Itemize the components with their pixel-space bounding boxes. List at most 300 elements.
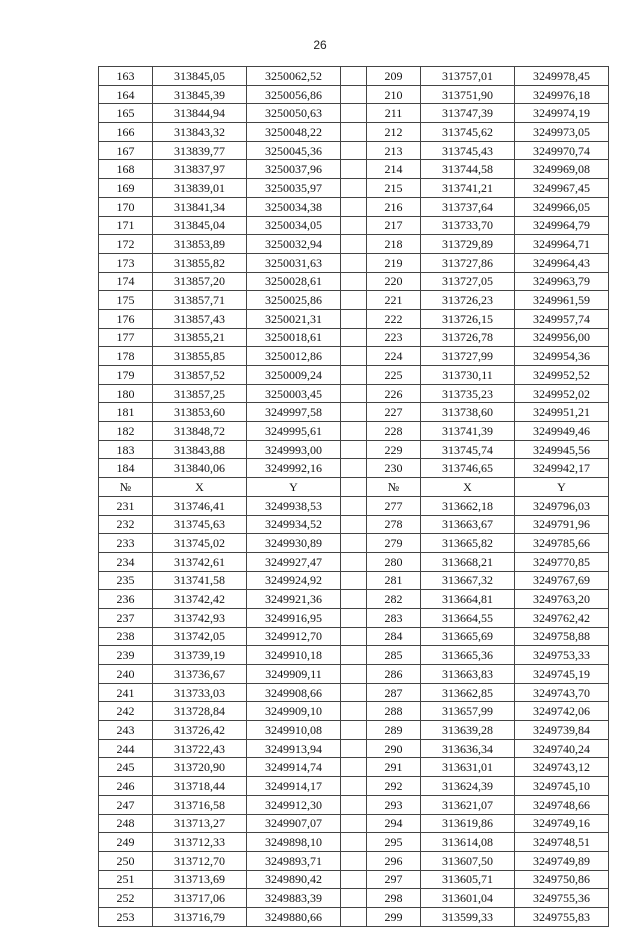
y-coordinate-cell: 3249898,10 bbox=[247, 833, 341, 852]
point-number-cell: 175 bbox=[99, 291, 153, 310]
y-coordinate-cell: 3250032,94 bbox=[247, 235, 341, 254]
y-coordinate-cell: 3249993,00 bbox=[247, 440, 341, 459]
table-row bbox=[99, 590, 609, 609]
x-coordinate-cell: 313614,08 bbox=[421, 833, 515, 852]
table-row bbox=[99, 179, 609, 198]
point-number-cell: 177 bbox=[99, 328, 153, 347]
point-number-cell: 179 bbox=[99, 366, 153, 385]
y-coordinate-cell: 3249966,05 bbox=[515, 197, 609, 216]
table-row bbox=[99, 571, 609, 590]
y-coordinate-cell: 3250028,61 bbox=[247, 272, 341, 291]
x-coordinate-cell: 313664,55 bbox=[421, 608, 515, 627]
y-coordinate-cell: 3249767,69 bbox=[515, 571, 609, 590]
x-coordinate-cell: 313840,06 bbox=[153, 459, 247, 478]
y-coordinate-cell: 3249908,66 bbox=[247, 683, 341, 702]
table-row bbox=[99, 608, 609, 627]
x-coordinate-cell: 313745,63 bbox=[153, 515, 247, 534]
point-number-cell: 248 bbox=[99, 814, 153, 833]
table-row bbox=[99, 627, 609, 646]
point-number-cell: 287 bbox=[367, 683, 421, 702]
point-number-cell: 224 bbox=[367, 347, 421, 366]
point-number-cell: 174 bbox=[99, 272, 153, 291]
x-coordinate-cell: 313848,72 bbox=[153, 422, 247, 441]
y-coordinate-cell: 3249883,39 bbox=[247, 889, 341, 908]
table-row bbox=[99, 123, 609, 142]
spacer-cell bbox=[341, 777, 367, 796]
x-coordinate-cell: 313624,39 bbox=[421, 777, 515, 796]
spacer-cell bbox=[341, 627, 367, 646]
point-number-cell: 168 bbox=[99, 160, 153, 179]
x-coordinate-cell: 313741,21 bbox=[421, 179, 515, 198]
point-number-cell: 230 bbox=[367, 459, 421, 478]
point-number-cell: 167 bbox=[99, 141, 153, 160]
point-number-cell: 253 bbox=[99, 907, 153, 926]
table-row bbox=[99, 721, 609, 740]
y-coordinate-cell: 3249893,71 bbox=[247, 851, 341, 870]
page-number: 26 bbox=[313, 38, 327, 52]
spacer-cell bbox=[341, 235, 367, 254]
x-coordinate-cell: 313839,77 bbox=[153, 141, 247, 160]
point-number-cell: 288 bbox=[367, 702, 421, 721]
x-coordinate-cell: 313717,06 bbox=[153, 889, 247, 908]
spacer-cell bbox=[341, 608, 367, 627]
x-coordinate-cell: 313853,89 bbox=[153, 235, 247, 254]
table-row bbox=[99, 366, 609, 385]
x-coordinate-cell: 313855,21 bbox=[153, 328, 247, 347]
point-number-cell: 169 bbox=[99, 179, 153, 198]
y-coordinate-cell: 3249796,03 bbox=[515, 496, 609, 515]
x-coordinate-cell: 313607,50 bbox=[421, 851, 515, 870]
point-number-cell: 247 bbox=[99, 795, 153, 814]
x-coordinate-cell: 313746,41 bbox=[153, 496, 247, 515]
spacer-cell bbox=[341, 179, 367, 198]
y-coordinate-cell: 3249914,17 bbox=[247, 777, 341, 796]
y-coordinate-cell: 3249755,36 bbox=[515, 889, 609, 908]
spacer-cell bbox=[341, 646, 367, 665]
x-coordinate-cell: 313741,39 bbox=[421, 422, 515, 441]
point-number-cell: 171 bbox=[99, 216, 153, 235]
x-coordinate-cell: 313742,93 bbox=[153, 608, 247, 627]
x-coordinate-cell: 313742,61 bbox=[153, 552, 247, 571]
y-coordinate-cell: 3249969,08 bbox=[515, 160, 609, 179]
table-row bbox=[99, 85, 609, 104]
x-coordinate-cell: 313745,62 bbox=[421, 123, 515, 142]
table-row bbox=[99, 459, 609, 478]
y-coordinate-cell: 3249910,18 bbox=[247, 646, 341, 665]
x-coordinate-cell: 313857,43 bbox=[153, 309, 247, 328]
y-coordinate-cell: 3250037,96 bbox=[247, 160, 341, 179]
x-coordinate-cell: 313845,05 bbox=[153, 67, 247, 86]
table-row bbox=[99, 440, 609, 459]
point-number-cell: 284 bbox=[367, 627, 421, 646]
x-coordinate-cell: 313601,04 bbox=[421, 889, 515, 908]
point-number-cell: 277 bbox=[367, 496, 421, 515]
table-row bbox=[99, 403, 609, 422]
spacer-cell bbox=[341, 739, 367, 758]
y-coordinate-cell: 3249910,08 bbox=[247, 721, 341, 740]
x-coordinate-cell: 313745,02 bbox=[153, 534, 247, 553]
point-number-cell: 226 bbox=[367, 384, 421, 403]
point-number-cell: 290 bbox=[367, 739, 421, 758]
y-coordinate-cell: 3249951,21 bbox=[515, 403, 609, 422]
spacer-cell bbox=[341, 702, 367, 721]
x-coordinate-cell: 313727,05 bbox=[421, 272, 515, 291]
x-coordinate-cell: 313665,69 bbox=[421, 627, 515, 646]
table-row bbox=[99, 67, 609, 86]
y-coordinate-cell: 3250009,24 bbox=[247, 366, 341, 385]
x-coordinate-cell: 313605,71 bbox=[421, 870, 515, 889]
point-number-cell: 209 bbox=[367, 67, 421, 86]
spacer-cell bbox=[341, 496, 367, 515]
spacer-cell bbox=[341, 534, 367, 553]
x-coordinate-cell: 313857,25 bbox=[153, 384, 247, 403]
point-number-cell: 222 bbox=[367, 309, 421, 328]
y-coordinate-cell: 3249762,42 bbox=[515, 608, 609, 627]
y-coordinate-cell: 3249912,70 bbox=[247, 627, 341, 646]
spacer-cell bbox=[341, 758, 367, 777]
x-coordinate-cell: 313619,86 bbox=[421, 814, 515, 833]
point-number-cell: 223 bbox=[367, 328, 421, 347]
x-coordinate-cell: 313733,03 bbox=[153, 683, 247, 702]
x-coordinate-cell: 313741,58 bbox=[153, 571, 247, 590]
spacer-cell bbox=[341, 590, 367, 609]
spacer-cell bbox=[341, 366, 367, 385]
y-coordinate-cell: 3249745,19 bbox=[515, 665, 609, 684]
y-coordinate-cell: 3249758,88 bbox=[515, 627, 609, 646]
y-coordinate-cell: 3249978,45 bbox=[515, 67, 609, 86]
table-row bbox=[99, 833, 609, 852]
spacer-cell bbox=[341, 309, 367, 328]
table-row bbox=[99, 534, 609, 553]
header-y: Y bbox=[515, 478, 609, 497]
y-coordinate-cell: 3249890,42 bbox=[247, 870, 341, 889]
x-coordinate-cell: 313843,32 bbox=[153, 123, 247, 142]
table-row bbox=[99, 683, 609, 702]
point-number-cell: 218 bbox=[367, 235, 421, 254]
spacer-cell bbox=[341, 440, 367, 459]
y-coordinate-cell: 3250018,61 bbox=[247, 328, 341, 347]
point-number-cell: 210 bbox=[367, 85, 421, 104]
spacer-cell bbox=[341, 552, 367, 571]
point-number-cell: 164 bbox=[99, 85, 153, 104]
x-coordinate-cell: 313843,88 bbox=[153, 440, 247, 459]
x-coordinate-cell: 313639,28 bbox=[421, 721, 515, 740]
point-number-cell: 214 bbox=[367, 160, 421, 179]
point-number-cell: 251 bbox=[99, 870, 153, 889]
y-coordinate-cell: 3249995,61 bbox=[247, 422, 341, 441]
x-coordinate-cell: 313737,64 bbox=[421, 197, 515, 216]
table-row bbox=[99, 216, 609, 235]
y-coordinate-cell: 3250062,52 bbox=[247, 67, 341, 86]
point-number-cell: 297 bbox=[367, 870, 421, 889]
y-coordinate-cell: 3249739,84 bbox=[515, 721, 609, 740]
table-row bbox=[99, 851, 609, 870]
point-number-cell: 246 bbox=[99, 777, 153, 796]
y-coordinate-cell: 3249750,86 bbox=[515, 870, 609, 889]
spacer-cell bbox=[341, 384, 367, 403]
y-coordinate-cell: 3249914,74 bbox=[247, 758, 341, 777]
spacer-cell bbox=[341, 851, 367, 870]
x-coordinate-cell: 313716,58 bbox=[153, 795, 247, 814]
spacer-cell bbox=[341, 422, 367, 441]
x-coordinate-cell: 313844,94 bbox=[153, 104, 247, 123]
x-coordinate-cell: 313738,60 bbox=[421, 403, 515, 422]
y-coordinate-cell: 3249909,11 bbox=[247, 665, 341, 684]
table-row bbox=[99, 814, 609, 833]
point-number-cell: 215 bbox=[367, 179, 421, 198]
y-coordinate-cell: 3249755,83 bbox=[515, 907, 609, 926]
spacer-cell bbox=[341, 272, 367, 291]
point-number-cell: 245 bbox=[99, 758, 153, 777]
x-coordinate-cell: 313747,39 bbox=[421, 104, 515, 123]
table-row bbox=[99, 907, 609, 926]
x-coordinate-cell: 313845,04 bbox=[153, 216, 247, 235]
point-number-cell: 294 bbox=[367, 814, 421, 833]
y-coordinate-cell: 3249763,20 bbox=[515, 590, 609, 609]
point-number-cell: 286 bbox=[367, 665, 421, 684]
point-number-cell: 229 bbox=[367, 440, 421, 459]
y-coordinate-cell: 3249967,45 bbox=[515, 179, 609, 198]
y-coordinate-cell: 3249970,74 bbox=[515, 141, 609, 160]
spacer-cell bbox=[341, 328, 367, 347]
x-coordinate-cell: 313757,01 bbox=[421, 67, 515, 86]
y-coordinate-cell: 3250050,63 bbox=[247, 104, 341, 123]
point-number-cell: 239 bbox=[99, 646, 153, 665]
y-coordinate-cell: 3250035,97 bbox=[247, 179, 341, 198]
y-coordinate-cell: 3250048,22 bbox=[247, 123, 341, 142]
y-coordinate-cell: 3249961,59 bbox=[515, 291, 609, 310]
header-row bbox=[99, 478, 609, 497]
x-coordinate-cell: 313736,67 bbox=[153, 665, 247, 684]
x-coordinate-cell: 313662,18 bbox=[421, 496, 515, 515]
x-coordinate-cell: 313735,23 bbox=[421, 384, 515, 403]
y-coordinate-cell: 3249743,70 bbox=[515, 683, 609, 702]
x-coordinate-cell: 313727,99 bbox=[421, 347, 515, 366]
point-number-cell: 242 bbox=[99, 702, 153, 721]
x-coordinate-cell: 313745,43 bbox=[421, 141, 515, 160]
spacer-cell bbox=[341, 478, 367, 497]
spacer-cell bbox=[341, 347, 367, 366]
x-coordinate-cell: 313746,65 bbox=[421, 459, 515, 478]
table-row bbox=[99, 777, 609, 796]
x-coordinate-cell: 313664,81 bbox=[421, 590, 515, 609]
point-number-cell: 298 bbox=[367, 889, 421, 908]
spacer-cell bbox=[341, 291, 367, 310]
y-coordinate-cell: 3249945,56 bbox=[515, 440, 609, 459]
x-coordinate-cell: 313713,69 bbox=[153, 870, 247, 889]
x-coordinate-cell: 313857,71 bbox=[153, 291, 247, 310]
x-coordinate-cell: 313663,67 bbox=[421, 515, 515, 534]
point-number-cell: 233 bbox=[99, 534, 153, 553]
point-number-cell: 217 bbox=[367, 216, 421, 235]
y-coordinate-cell: 3249912,30 bbox=[247, 795, 341, 814]
x-coordinate-cell: 313855,82 bbox=[153, 253, 247, 272]
y-coordinate-cell: 3250056,86 bbox=[247, 85, 341, 104]
point-number-cell: 243 bbox=[99, 721, 153, 740]
y-coordinate-cell: 3249934,52 bbox=[247, 515, 341, 534]
point-number-cell: 221 bbox=[367, 291, 421, 310]
point-number-cell: 282 bbox=[367, 590, 421, 609]
x-coordinate-cell: 313726,15 bbox=[421, 309, 515, 328]
spacer-cell bbox=[341, 85, 367, 104]
header-num: № bbox=[367, 478, 421, 497]
y-coordinate-cell: 3249964,71 bbox=[515, 235, 609, 254]
point-number-cell: 292 bbox=[367, 777, 421, 796]
point-number-cell: 172 bbox=[99, 235, 153, 254]
x-coordinate-cell: 313712,70 bbox=[153, 851, 247, 870]
table-row bbox=[99, 739, 609, 758]
y-coordinate-cell: 3249740,24 bbox=[515, 739, 609, 758]
spacer-cell bbox=[341, 197, 367, 216]
y-coordinate-cell: 3249921,36 bbox=[247, 590, 341, 609]
x-coordinate-cell: 313857,20 bbox=[153, 272, 247, 291]
spacer-cell bbox=[341, 795, 367, 814]
x-coordinate-cell: 313713,27 bbox=[153, 814, 247, 833]
point-number-cell: 176 bbox=[99, 309, 153, 328]
point-number-cell: 178 bbox=[99, 347, 153, 366]
table-row bbox=[99, 141, 609, 160]
x-coordinate-cell: 313742,05 bbox=[153, 627, 247, 646]
table-row bbox=[99, 515, 609, 534]
y-coordinate-cell: 3249964,79 bbox=[515, 216, 609, 235]
x-coordinate-cell: 313841,34 bbox=[153, 197, 247, 216]
point-number-cell: 249 bbox=[99, 833, 153, 852]
x-coordinate-cell: 313745,74 bbox=[421, 440, 515, 459]
table-row bbox=[99, 665, 609, 684]
point-number-cell: 234 bbox=[99, 552, 153, 571]
spacer-cell bbox=[341, 683, 367, 702]
y-coordinate-cell: 3249957,74 bbox=[515, 309, 609, 328]
x-coordinate-cell: 313855,85 bbox=[153, 347, 247, 366]
table-row bbox=[99, 160, 609, 179]
x-coordinate-cell: 313663,83 bbox=[421, 665, 515, 684]
y-coordinate-cell: 3250045,36 bbox=[247, 141, 341, 160]
point-number-cell: 232 bbox=[99, 515, 153, 534]
y-coordinate-cell: 3249907,07 bbox=[247, 814, 341, 833]
x-coordinate-cell: 313599,33 bbox=[421, 907, 515, 926]
y-coordinate-cell: 3249913,94 bbox=[247, 739, 341, 758]
spacer-cell bbox=[341, 833, 367, 852]
point-number-cell: 241 bbox=[99, 683, 153, 702]
point-number-cell: 163 bbox=[99, 67, 153, 86]
point-number-cell: 235 bbox=[99, 571, 153, 590]
table-row bbox=[99, 702, 609, 721]
x-coordinate-cell: 313722,43 bbox=[153, 739, 247, 758]
x-coordinate-cell: 313657,99 bbox=[421, 702, 515, 721]
x-coordinate-cell: 313631,01 bbox=[421, 758, 515, 777]
point-number-cell: 291 bbox=[367, 758, 421, 777]
table-row bbox=[99, 291, 609, 310]
point-number-cell: 173 bbox=[99, 253, 153, 272]
spacer-cell bbox=[341, 216, 367, 235]
y-coordinate-cell: 3249749,89 bbox=[515, 851, 609, 870]
spacer-cell bbox=[341, 814, 367, 833]
spacer-cell bbox=[341, 104, 367, 123]
y-coordinate-cell: 3249973,05 bbox=[515, 123, 609, 142]
point-number-cell: 281 bbox=[367, 571, 421, 590]
x-coordinate-cell: 313665,82 bbox=[421, 534, 515, 553]
y-coordinate-cell: 3249742,06 bbox=[515, 702, 609, 721]
point-number-cell: 289 bbox=[367, 721, 421, 740]
y-coordinate-cell: 3249997,58 bbox=[247, 403, 341, 422]
y-coordinate-cell: 3249938,53 bbox=[247, 496, 341, 515]
point-number-cell: 238 bbox=[99, 627, 153, 646]
x-coordinate-cell: 313726,78 bbox=[421, 328, 515, 347]
header-x: X bbox=[153, 478, 247, 497]
y-coordinate-cell: 3249952,52 bbox=[515, 366, 609, 385]
point-number-cell: 212 bbox=[367, 123, 421, 142]
spacer-cell bbox=[341, 721, 367, 740]
spacer-cell bbox=[341, 141, 367, 160]
point-number-cell: 220 bbox=[367, 272, 421, 291]
y-coordinate-cell: 3249976,18 bbox=[515, 85, 609, 104]
coordinates-table bbox=[98, 66, 609, 927]
y-coordinate-cell: 3249791,96 bbox=[515, 515, 609, 534]
spacer-cell bbox=[341, 907, 367, 926]
table-row bbox=[99, 870, 609, 889]
x-coordinate-cell: 313729,89 bbox=[421, 235, 515, 254]
y-coordinate-cell: 3249745,10 bbox=[515, 777, 609, 796]
point-number-cell: 240 bbox=[99, 665, 153, 684]
x-coordinate-cell: 313839,01 bbox=[153, 179, 247, 198]
y-coordinate-cell: 3249748,66 bbox=[515, 795, 609, 814]
x-coordinate-cell: 313621,07 bbox=[421, 795, 515, 814]
point-number-cell: 228 bbox=[367, 422, 421, 441]
y-coordinate-cell: 3250031,63 bbox=[247, 253, 341, 272]
y-coordinate-cell: 3250021,31 bbox=[247, 309, 341, 328]
table-row bbox=[99, 309, 609, 328]
y-coordinate-cell: 3249916,95 bbox=[247, 608, 341, 627]
y-coordinate-cell: 3249748,51 bbox=[515, 833, 609, 852]
table-row bbox=[99, 235, 609, 254]
y-coordinate-cell: 3249753,33 bbox=[515, 646, 609, 665]
spacer-cell bbox=[341, 515, 367, 534]
point-number-cell: 231 bbox=[99, 496, 153, 515]
y-coordinate-cell: 3249963,79 bbox=[515, 272, 609, 291]
y-coordinate-cell: 3249749,16 bbox=[515, 814, 609, 833]
point-number-cell: 211 bbox=[367, 104, 421, 123]
x-coordinate-cell: 313662,85 bbox=[421, 683, 515, 702]
y-coordinate-cell: 3249924,92 bbox=[247, 571, 341, 590]
table-row bbox=[99, 758, 609, 777]
x-coordinate-cell: 313636,34 bbox=[421, 739, 515, 758]
spacer-cell bbox=[341, 665, 367, 684]
point-number-cell: 213 bbox=[367, 141, 421, 160]
spacer-cell bbox=[341, 403, 367, 422]
point-number-cell: 237 bbox=[99, 608, 153, 627]
point-number-cell: 299 bbox=[367, 907, 421, 926]
spacer-cell bbox=[341, 459, 367, 478]
point-number-cell: 278 bbox=[367, 515, 421, 534]
x-coordinate-cell: 313726,42 bbox=[153, 721, 247, 740]
spacer-cell bbox=[341, 571, 367, 590]
spacer-cell bbox=[341, 160, 367, 179]
y-coordinate-cell: 3250025,86 bbox=[247, 291, 341, 310]
table-row bbox=[99, 496, 609, 515]
y-coordinate-cell: 3249930,89 bbox=[247, 534, 341, 553]
point-number-cell: 252 bbox=[99, 889, 153, 908]
x-coordinate-cell: 313667,32 bbox=[421, 571, 515, 590]
point-number-cell: 216 bbox=[367, 197, 421, 216]
table-row bbox=[99, 197, 609, 216]
x-coordinate-cell: 313665,36 bbox=[421, 646, 515, 665]
spacer-cell bbox=[341, 253, 367, 272]
x-coordinate-cell: 313730,11 bbox=[421, 366, 515, 385]
x-coordinate-cell: 313739,19 bbox=[153, 646, 247, 665]
y-coordinate-cell: 3250012,86 bbox=[247, 347, 341, 366]
x-coordinate-cell: 313728,84 bbox=[153, 702, 247, 721]
table-row bbox=[99, 272, 609, 291]
